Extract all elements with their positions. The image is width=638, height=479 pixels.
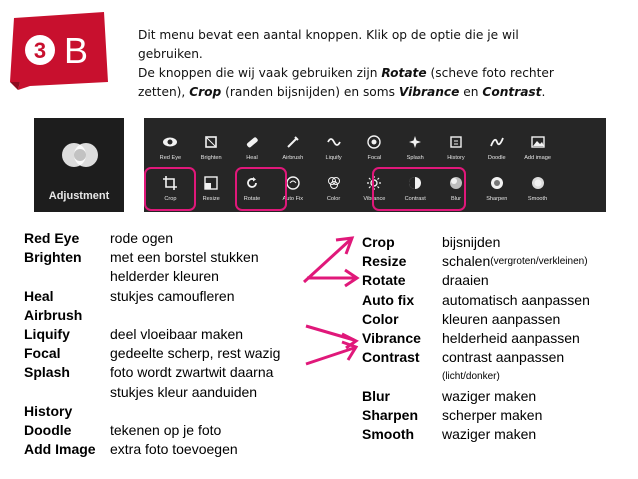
list-desc: deel vloeibaar maken (110, 325, 244, 342)
list-item (24, 325, 280, 344)
list-item (24, 363, 280, 382)
tool-label: Heal (246, 155, 258, 161)
tool-label: Blur (451, 196, 461, 202)
list-term (24, 267, 110, 286)
list-desc: schalen (442, 253, 491, 270)
eye-icon (162, 134, 178, 150)
toolbar-row-1 (150, 130, 558, 168)
tool-label: Brighten (200, 155, 222, 161)
list-item (362, 367, 590, 386)
list-desc: bijsnijden (442, 234, 501, 250)
rotate-highlight (235, 167, 287, 211)
logo-number: 3 (33, 38, 47, 63)
list-term: Brighten (24, 249, 82, 266)
list-item (362, 271, 590, 290)
tool-label: Add image (524, 155, 551, 161)
list-item (362, 387, 590, 406)
list-term: Red Eye (24, 230, 80, 246)
adjustment-panel[interactable] (34, 118, 124, 212)
list-item (362, 252, 590, 271)
intro-line-2: gebruiken. (138, 47, 203, 61)
list-item (24, 344, 280, 363)
intro-line-4b: (randen bijsnijden) en soms (221, 85, 399, 99)
intro-line-3b: (scheve foto rechter (426, 66, 554, 80)
list-term: Splash (24, 364, 70, 381)
autofix-icon (285, 175, 301, 191)
list-item (362, 233, 590, 252)
intro-line-3-text: De knoppen die wij vaak gebruiken zijn (138, 66, 382, 80)
toolbar-row-2 (150, 171, 558, 209)
tool-doodle[interactable] (476, 130, 517, 168)
list-item (362, 406, 590, 425)
list-term: Smooth (362, 425, 415, 442)
liquify-icon (326, 134, 342, 150)
tool-add-image[interactable] (517, 130, 558, 168)
list-term: Liquify (24, 325, 70, 342)
color-icon (326, 175, 342, 191)
tool-label: Liquify (325, 155, 342, 161)
list-desc: stukjes camoufleren (110, 287, 235, 304)
airbrush-icon (285, 134, 301, 150)
tool-smooth[interactable] (517, 171, 558, 209)
vibrance-contrast-highlight (372, 167, 466, 211)
sun-icon (203, 134, 219, 150)
smooth-icon (530, 175, 546, 191)
left-tool-list (24, 229, 280, 459)
tool-label: Splash (406, 155, 424, 161)
adjustment-circles-icon (60, 140, 100, 170)
intro-contrast: Contrast (482, 85, 542, 99)
list-term: Resize (362, 253, 407, 270)
tool-label: Focal (367, 155, 382, 161)
intro-line-4 (138, 83, 608, 102)
adjustment-label: Adjustment (48, 190, 110, 202)
tool-label: Auto Fix (282, 196, 304, 202)
list-item (24, 306, 280, 325)
tool-history[interactable] (436, 130, 477, 168)
target-icon (366, 134, 382, 150)
resize-icon (203, 175, 219, 191)
list-term: Crop (362, 234, 395, 250)
bandage-icon (244, 134, 260, 150)
logo-letter: B (63, 30, 89, 71)
list-term: Blur (362, 387, 390, 404)
intro-crop: Crop (189, 85, 222, 99)
list-desc: waziger maken (442, 387, 537, 404)
right-tool-list (362, 233, 590, 444)
tool-label: Rotate (243, 196, 261, 202)
list-item (362, 329, 590, 348)
intro-line-1: Dit menu bevat een aantal knoppen. Klik op de optie die je wil (138, 28, 519, 42)
list-term: History (24, 402, 73, 419)
list-desc: foto wordt zwartwit daarna (110, 364, 274, 381)
intro-vibrance: Vibrance (398, 85, 460, 99)
list-desc: scherper maken (442, 406, 543, 423)
list-item (24, 267, 280, 286)
list-desc: gedeelte scherp, rest wazig (110, 345, 281, 362)
list-note: (vergroten/verkleinen) (490, 256, 588, 268)
list-term (24, 383, 110, 402)
list-desc: automatisch aanpassen (442, 291, 590, 308)
arrow-to-contrast (304, 338, 360, 368)
list-note: (licht/donker) (442, 371, 500, 383)
intro-rotate: Rotate (381, 66, 427, 80)
tool-airbrush[interactable] (272, 130, 313, 168)
list-term: Auto fix (362, 291, 415, 308)
history-icon (448, 134, 464, 150)
list-desc: kleuren aanpassen (442, 310, 561, 327)
list-desc: draaien (442, 272, 489, 289)
list-desc: helderder kleuren (110, 268, 219, 285)
list-desc: helderheid aanpassen (442, 329, 580, 346)
list-term: Add Image (24, 441, 96, 458)
list-desc: met een borstel stukken (110, 249, 259, 266)
tool-heal[interactable] (232, 130, 273, 168)
list-term: Sharpen (362, 406, 419, 423)
tool-label: Contrast (404, 196, 426, 202)
list-desc: extra foto toevoegen (110, 441, 238, 458)
tool-label: Smooth (527, 196, 548, 202)
list-item (24, 229, 280, 248)
intro-text (138, 26, 608, 102)
tool-label: Resize (202, 196, 220, 202)
list-item (362, 310, 590, 329)
list-desc: contrast aanpassen (442, 349, 565, 366)
arrow-to-rotate (305, 268, 360, 288)
tool-label: Airbrush (282, 155, 304, 161)
intro-line-4d: . (541, 85, 546, 99)
list-desc: tekenen op je foto (110, 421, 222, 438)
tool-color[interactable] (313, 171, 354, 209)
list-term: Airbrush (24, 306, 83, 323)
list-term: Focal (24, 345, 61, 362)
tool-splash[interactable] (395, 130, 436, 168)
list-item (362, 291, 590, 310)
list-item (24, 383, 280, 402)
tool-brighten[interactable] (191, 130, 232, 168)
list-item (24, 287, 280, 306)
intro-line-4c: en (459, 85, 483, 99)
sharpen-icon (489, 175, 505, 191)
list-term (362, 367, 442, 386)
list-term: Heal (24, 287, 54, 304)
list-item (24, 248, 280, 267)
tool-resize[interactable] (191, 171, 232, 209)
intro-line-4a: zetten), (138, 85, 190, 99)
splash-icon (407, 134, 423, 150)
tool-label: Red Eye (159, 155, 182, 161)
list-item (24, 402, 280, 421)
list-desc: rode ogen (110, 230, 174, 246)
crop-highlight (144, 167, 196, 211)
list-desc: stukjes kleur aanduiden (110, 383, 258, 400)
list-desc: waziger maken (442, 425, 537, 442)
tool-red-eye[interactable] (150, 130, 191, 168)
list-item (24, 421, 280, 440)
tool-label: Doodle (487, 155, 506, 161)
tool-label: Vibrance (363, 196, 386, 202)
tool-sharpen[interactable] (476, 171, 517, 209)
image-icon (530, 134, 546, 150)
tool-label: Crop (164, 196, 177, 202)
list-term: Vibrance (362, 329, 421, 346)
tool-label: Color (326, 196, 341, 202)
3b-logo (10, 12, 108, 90)
list-item (362, 348, 590, 367)
tool-label: History (447, 155, 465, 161)
list-item (24, 440, 280, 459)
list-term: Color (362, 310, 399, 327)
list-term: Rotate (362, 272, 406, 289)
tool-focal[interactable] (354, 130, 395, 168)
tool-label: Sharpen (486, 196, 508, 202)
tool-liquify[interactable] (313, 130, 354, 168)
intro-line-3 (138, 64, 608, 83)
list-term: Doodle (24, 421, 72, 438)
list-item (362, 425, 590, 444)
list-term: Contrast (362, 349, 420, 366)
doodle-icon (489, 134, 505, 150)
